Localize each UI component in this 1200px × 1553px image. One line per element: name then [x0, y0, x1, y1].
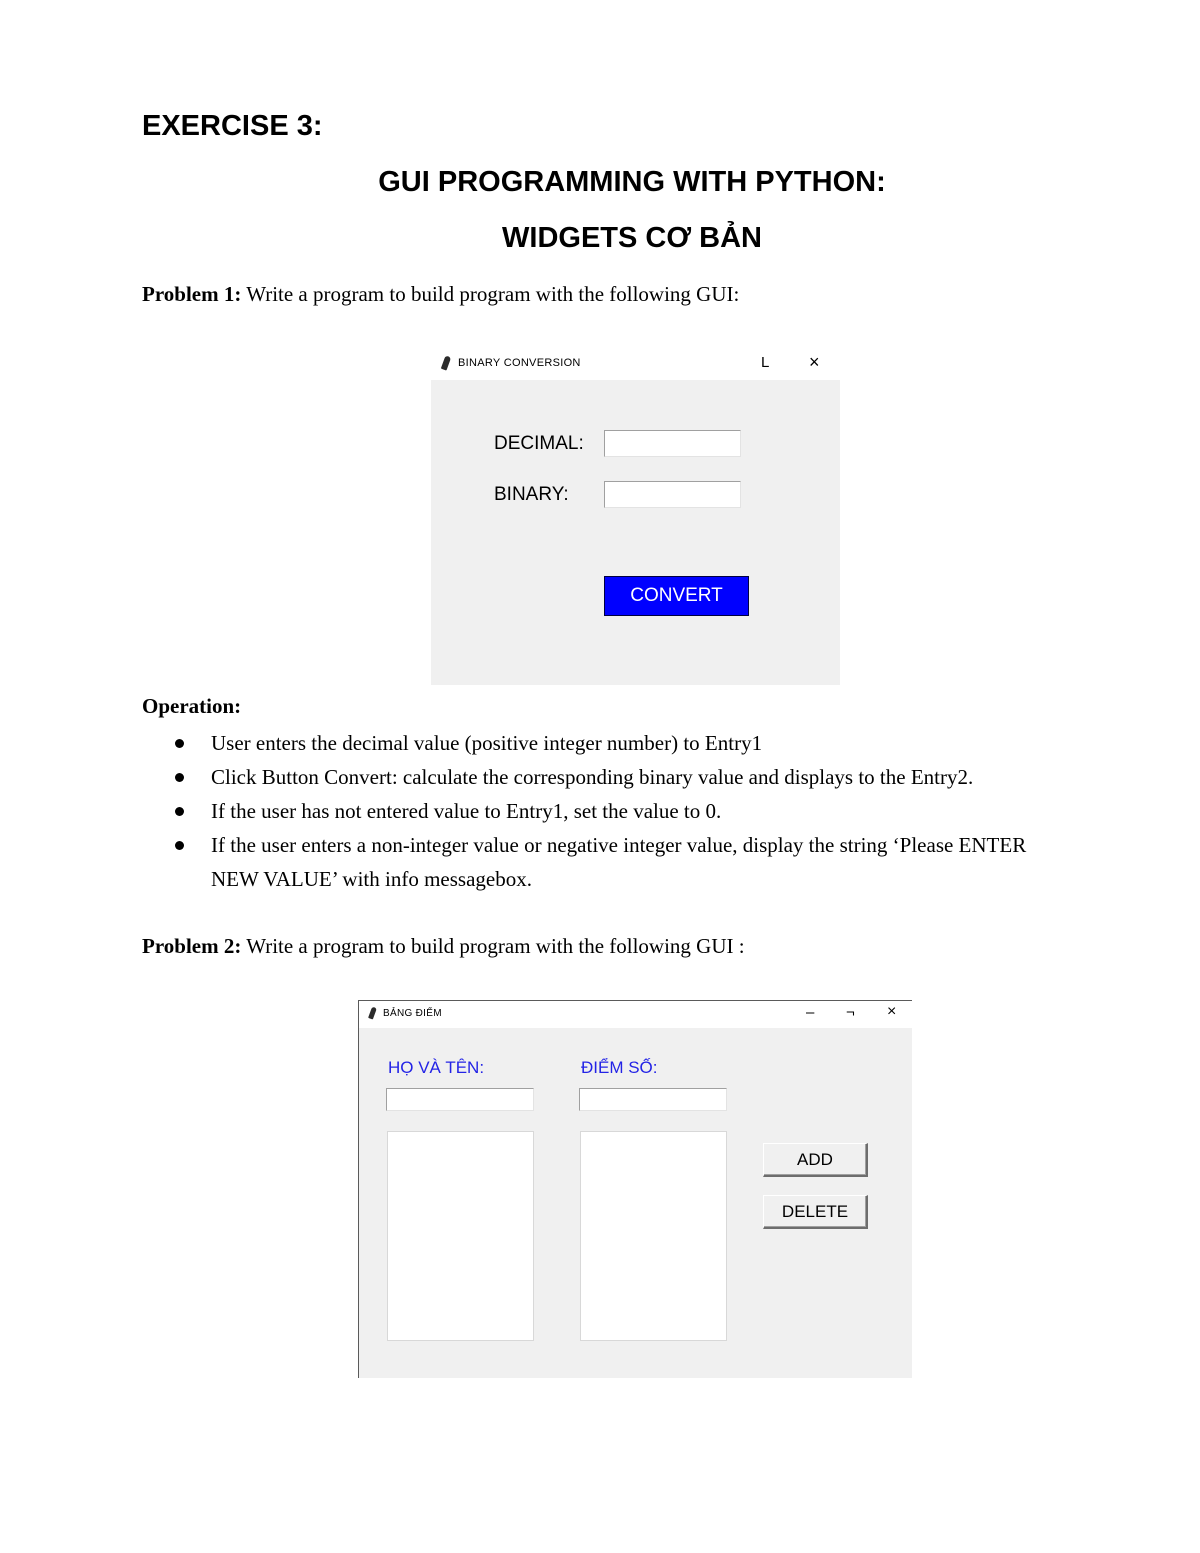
document-title-line2: WIDGETS CƠ BẢN [502, 222, 762, 254]
score-entry[interactable] [579, 1088, 727, 1111]
list-item: User enters the decimal value (positive integer number) to Entry1 [175, 726, 1155, 760]
close-button[interactable]: × [887, 1003, 897, 1020]
problem1-text: Write a program to build program with the following GUI: [241, 282, 740, 306]
tk-feather-icon [368, 1007, 377, 1020]
name-label: HỌ VÀ TÊN: [388, 1058, 485, 1077]
problem2-paragraph [142, 934, 745, 959]
score-label: ĐIỂM SỐ: [581, 1058, 658, 1077]
document-title-line1: GUI PROGRAMMING WITH PYTHON: [378, 166, 886, 198]
decimal-entry[interactable] [604, 430, 741, 457]
window2-body [359, 1028, 912, 1378]
name-listbox[interactable] [387, 1131, 534, 1341]
minimize-button[interactable]: L [761, 354, 770, 371]
bullet-icon [175, 739, 184, 748]
decimal-label: DECIMAL: [494, 433, 584, 454]
minimize-button[interactable]: – [806, 1004, 815, 1021]
add-button[interactable]: ADD [763, 1143, 868, 1177]
operation-label: Operation: [142, 694, 242, 718]
window2-title: BẢNG ĐIỂM [383, 1008, 442, 1019]
name-entry[interactable] [386, 1088, 534, 1111]
grade-sheet-window [358, 1000, 912, 1378]
exercise-heading: EXERCISE 3: [142, 110, 323, 142]
window1-titlebar [431, 347, 840, 380]
problem1-label: Problem 1: [142, 282, 242, 306]
problem2-label: Problem 2: [142, 934, 242, 958]
maximize-button[interactable]: ¬ [846, 1004, 855, 1021]
delete-button[interactable]: DELETE [763, 1195, 868, 1229]
list-item: If the user has not entered value to Entry1, set the value to 0. [175, 794, 1155, 828]
convert-button[interactable]: CONVERT [604, 576, 749, 616]
bullet-icon [175, 807, 184, 816]
bullet-icon [175, 773, 184, 782]
window2-titlebar [359, 1001, 912, 1028]
binary-label: BINARY: [494, 484, 569, 505]
problem2-text: Write a program to build program with the following GUI : [241, 934, 745, 958]
close-button[interactable]: × [809, 352, 820, 372]
window1-title: BINARY CONVERSION [458, 357, 581, 369]
operation-list [175, 726, 1155, 896]
list-item: Click Button Convert: calculate the corresponding binary value and displays to the Entry2. [175, 760, 1155, 794]
list-item: If the user enters a non-integer value or negative integer value, display the string ‘Please ENTER NEW VALUE’ with info messagebox. [175, 828, 1155, 896]
tk-feather-icon [441, 355, 451, 370]
binary-entry[interactable] [604, 481, 741, 508]
problem1-paragraph [142, 282, 739, 307]
bullet-icon [175, 841, 184, 850]
window1-body [431, 380, 840, 685]
binary-conversion-window [431, 347, 840, 685]
score-listbox[interactable] [580, 1131, 727, 1341]
